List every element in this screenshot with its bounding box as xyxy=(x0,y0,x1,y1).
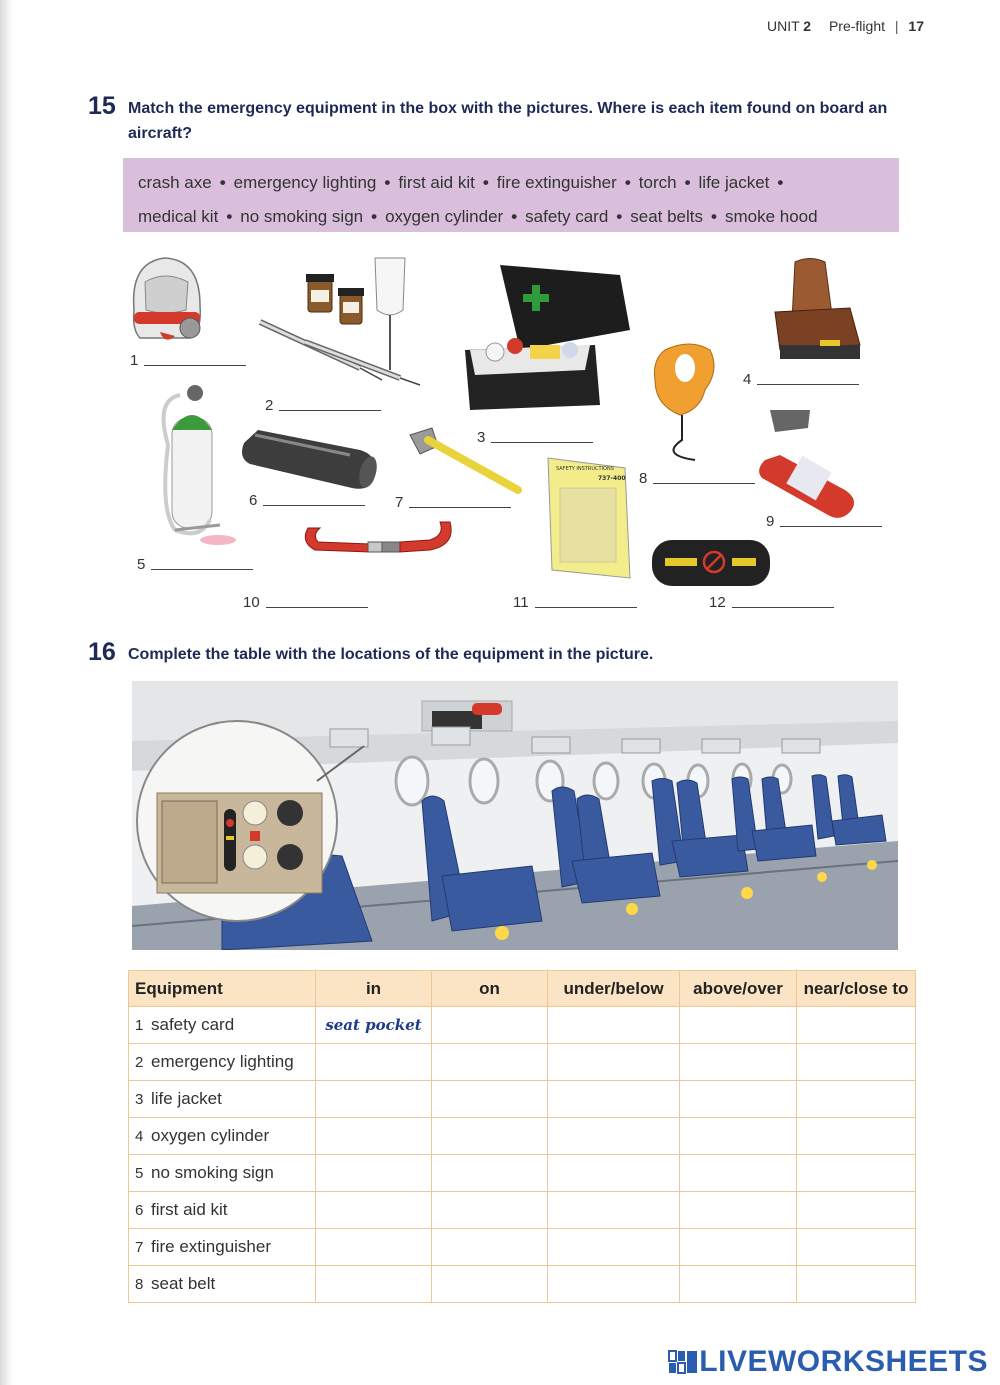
answer-label-8: 8 xyxy=(639,470,755,487)
answer-cell[interactable] xyxy=(316,1118,432,1155)
word-box-item: oxygen cylinder xyxy=(385,207,504,226)
word-box-item: crash axe xyxy=(138,173,212,192)
word-separator-dot: • xyxy=(226,207,233,226)
word-box-item: life jacket xyxy=(698,173,770,192)
equipment-cell xyxy=(129,1044,316,1081)
unit-label: UNIT xyxy=(766,18,800,34)
answer-cell[interactable] xyxy=(797,1007,916,1044)
equipment-cell xyxy=(129,1192,316,1229)
row-number: 2 xyxy=(135,1054,144,1071)
table-row xyxy=(129,1266,916,1303)
answer-cell[interactable]: seat pocket xyxy=(316,1007,432,1044)
equipment-name: life jacket xyxy=(151,1089,222,1108)
answer-cell[interactable] xyxy=(548,1192,680,1229)
equipment-cell xyxy=(129,1155,316,1192)
no-smoking-sign-picture xyxy=(652,540,770,586)
safety-card-picture xyxy=(548,458,630,578)
word-separator-dot: • xyxy=(616,207,623,226)
answer-cell[interactable] xyxy=(797,1155,916,1192)
table-row xyxy=(129,1192,916,1229)
answer-cell[interactable] xyxy=(548,1044,680,1081)
answer-cell[interactable] xyxy=(548,1118,680,1155)
answer-label-2: 2 xyxy=(265,397,381,414)
answer-label-4: 4 xyxy=(743,371,859,388)
answer-cell[interactable] xyxy=(432,1192,548,1229)
liveworksheets-logo xyxy=(667,1345,988,1379)
word-separator-dot: • xyxy=(384,173,391,192)
word-box xyxy=(123,158,899,232)
page-edge-shadow xyxy=(0,0,14,1385)
exercise-16-instruction: Complete the table with the locations of the equipment in the picture. xyxy=(128,646,654,663)
smoke-hood-picture xyxy=(134,258,201,340)
equipment-cell xyxy=(129,1266,316,1303)
answer-cell[interactable] xyxy=(797,1044,916,1081)
page-header xyxy=(767,18,924,34)
liveworksheets-logo-icon xyxy=(667,1347,699,1377)
oxygen-cylinder-picture xyxy=(164,385,236,545)
row-number: 7 xyxy=(135,1239,144,1256)
answer-cell[interactable] xyxy=(316,1266,432,1303)
answer-cell[interactable] xyxy=(548,1007,680,1044)
answer-cell[interactable] xyxy=(432,1155,548,1192)
answer-cell[interactable] xyxy=(680,1229,797,1266)
answer-cell[interactable] xyxy=(680,1118,797,1155)
row-number: 5 xyxy=(135,1165,144,1182)
answer-cell[interactable] xyxy=(680,1007,797,1044)
safety-card-model: 737-400 xyxy=(598,475,626,482)
answer-cell[interactable] xyxy=(432,1007,548,1044)
exercise-15-number: 15 xyxy=(88,92,116,120)
equipment-name: emergency lighting xyxy=(151,1052,294,1071)
word-separator-dot: • xyxy=(624,173,631,192)
section-title: Pre-flight xyxy=(828,18,885,34)
word-list xyxy=(138,166,885,234)
answer-cell[interactable] xyxy=(316,1044,432,1081)
equipment-name: no smoking sign xyxy=(151,1163,274,1182)
answer-blank-1[interactable] xyxy=(144,364,246,366)
word-box-item: torch xyxy=(638,173,677,192)
answer-blank-2[interactable] xyxy=(279,409,381,411)
seat-belt-picture xyxy=(305,522,451,552)
answer-cell[interactable] xyxy=(548,1081,680,1118)
equipment-cell xyxy=(129,1118,316,1155)
answer-blank-12[interactable] xyxy=(732,606,834,608)
life-jacket-picture xyxy=(654,344,714,460)
row-number: 6 xyxy=(135,1202,144,1219)
word-box-item: emergency lighting xyxy=(233,173,377,192)
table-row xyxy=(129,1229,916,1266)
column-header-in: in xyxy=(316,971,432,1007)
answer-blank-9[interactable] xyxy=(780,525,882,527)
answer-label-7: 7 xyxy=(395,494,511,511)
answer-cell[interactable] xyxy=(432,1266,548,1303)
page-number: 17 xyxy=(908,18,924,34)
equipment-name: seat belt xyxy=(151,1274,216,1293)
answer-blank-5[interactable] xyxy=(151,568,253,570)
medical-kit-picture xyxy=(260,258,420,385)
column-header-on: on xyxy=(432,971,548,1007)
answer-label-3: 3 xyxy=(477,429,593,446)
word-box-item: fire extinguisher xyxy=(496,173,617,192)
answer-cell[interactable] xyxy=(432,1081,548,1118)
answer-blank-8[interactable] xyxy=(653,482,755,484)
answer-label-1: 1 xyxy=(130,352,246,369)
word-box-item: first aid kit xyxy=(398,173,475,192)
liveworksheets-wordmark: LIVEWORKSHEETS xyxy=(699,1345,988,1378)
answer-cell[interactable] xyxy=(316,1192,432,1229)
answer-label-6: 6 xyxy=(249,492,365,509)
answer-label-9: 9 xyxy=(766,513,882,530)
aircraft-cabin-illustration xyxy=(132,681,898,950)
equipment-cell xyxy=(129,1007,316,1044)
word-separator-dot: • xyxy=(511,207,518,226)
table-row xyxy=(129,1044,916,1081)
word-box-item: smoke hood xyxy=(724,207,818,226)
exercise-15-instruction: Match the emergency equipment in the box with the pictures. Where is each item found on board an aircraft? xyxy=(128,100,888,142)
answer-cell[interactable] xyxy=(797,1192,916,1229)
answer-label-12: 12 xyxy=(709,594,834,611)
word-box-item: seat belts xyxy=(630,207,704,226)
column-header-near-close-to: near/close to xyxy=(797,971,916,1007)
answer-label-10: 10 xyxy=(243,594,368,611)
answer-cell[interactable] xyxy=(432,1118,548,1155)
answer-blank-7[interactable] xyxy=(409,506,511,508)
answer-blank-11[interactable] xyxy=(535,606,637,608)
word-separator-dot: • xyxy=(777,173,784,192)
answer-blank-10[interactable] xyxy=(266,606,368,608)
word-separator-dot: • xyxy=(684,173,691,192)
equipment-name: oxygen cylinder xyxy=(151,1126,270,1145)
answer-cell[interactable] xyxy=(797,1081,916,1118)
equipment-cell xyxy=(129,1081,316,1118)
table-row xyxy=(129,1118,916,1155)
answer-cell[interactable] xyxy=(548,1266,680,1303)
answer-blank-4[interactable] xyxy=(757,383,859,385)
answer-cell[interactable] xyxy=(316,1155,432,1192)
equipment-location-table xyxy=(128,970,916,1303)
header-divider: | xyxy=(894,18,899,34)
table-row xyxy=(129,1007,916,1044)
word-box-item: safety card xyxy=(525,207,609,226)
row-number: 3 xyxy=(135,1091,144,1108)
first-aid-kit-picture xyxy=(465,265,630,410)
table-row xyxy=(129,1081,916,1118)
unit-number: 2 xyxy=(803,18,812,34)
equipment-name: fire extinguisher xyxy=(151,1237,272,1256)
answer-blank-3[interactable] xyxy=(491,441,593,443)
column-header-under-below: under/below xyxy=(548,971,680,1007)
word-box-item: medical kit xyxy=(138,207,219,226)
table-row xyxy=(129,1155,916,1192)
word-separator-dot: • xyxy=(711,207,717,226)
answer-label-11: 11 xyxy=(513,594,637,611)
answer-cell[interactable] xyxy=(316,1081,432,1118)
row-number: 4 xyxy=(135,1128,144,1145)
safety-card-title: SAFETY INSTRUCTIONS xyxy=(556,466,614,472)
answer-label-5: 5 xyxy=(137,556,253,573)
answer-cell[interactable] xyxy=(680,1155,797,1192)
exercise-16-number: 16 xyxy=(88,638,116,666)
equipment-cell xyxy=(129,1229,316,1266)
answer-cell[interactable] xyxy=(548,1155,680,1192)
column-header-equipment: Equipment xyxy=(129,971,316,1007)
word-separator-dot: • xyxy=(371,207,378,226)
answer-cell[interactable] xyxy=(797,1229,916,1266)
table-header-row xyxy=(129,971,916,1007)
aircraft-seat-picture xyxy=(775,259,860,360)
answer-cell[interactable] xyxy=(548,1229,680,1266)
word-separator-dot: • xyxy=(219,173,226,192)
fire-extinguisher-picture xyxy=(759,410,854,518)
answer-cell[interactable] xyxy=(680,1081,797,1118)
answer-cell[interactable] xyxy=(680,1192,797,1229)
word-separator-dot: • xyxy=(482,173,489,192)
equipment-name: first aid kit xyxy=(151,1200,228,1219)
answer-cell[interactable] xyxy=(680,1044,797,1081)
answer-cell[interactable] xyxy=(680,1266,797,1303)
answer-cell[interactable] xyxy=(797,1118,916,1155)
answer-cell[interactable] xyxy=(432,1044,548,1081)
equipment-name: safety card xyxy=(151,1015,235,1034)
answer-cell[interactable] xyxy=(432,1229,548,1266)
column-header-above-over: above/over xyxy=(680,971,797,1007)
row-number: 8 xyxy=(135,1276,144,1293)
answer-cell[interactable] xyxy=(797,1266,916,1303)
torch-picture xyxy=(242,430,380,490)
answer-cell[interactable] xyxy=(316,1229,432,1266)
word-box-item: no smoking sign xyxy=(240,207,364,226)
row-number: 1 xyxy=(135,1017,144,1034)
answer-blank-6[interactable] xyxy=(263,504,365,506)
